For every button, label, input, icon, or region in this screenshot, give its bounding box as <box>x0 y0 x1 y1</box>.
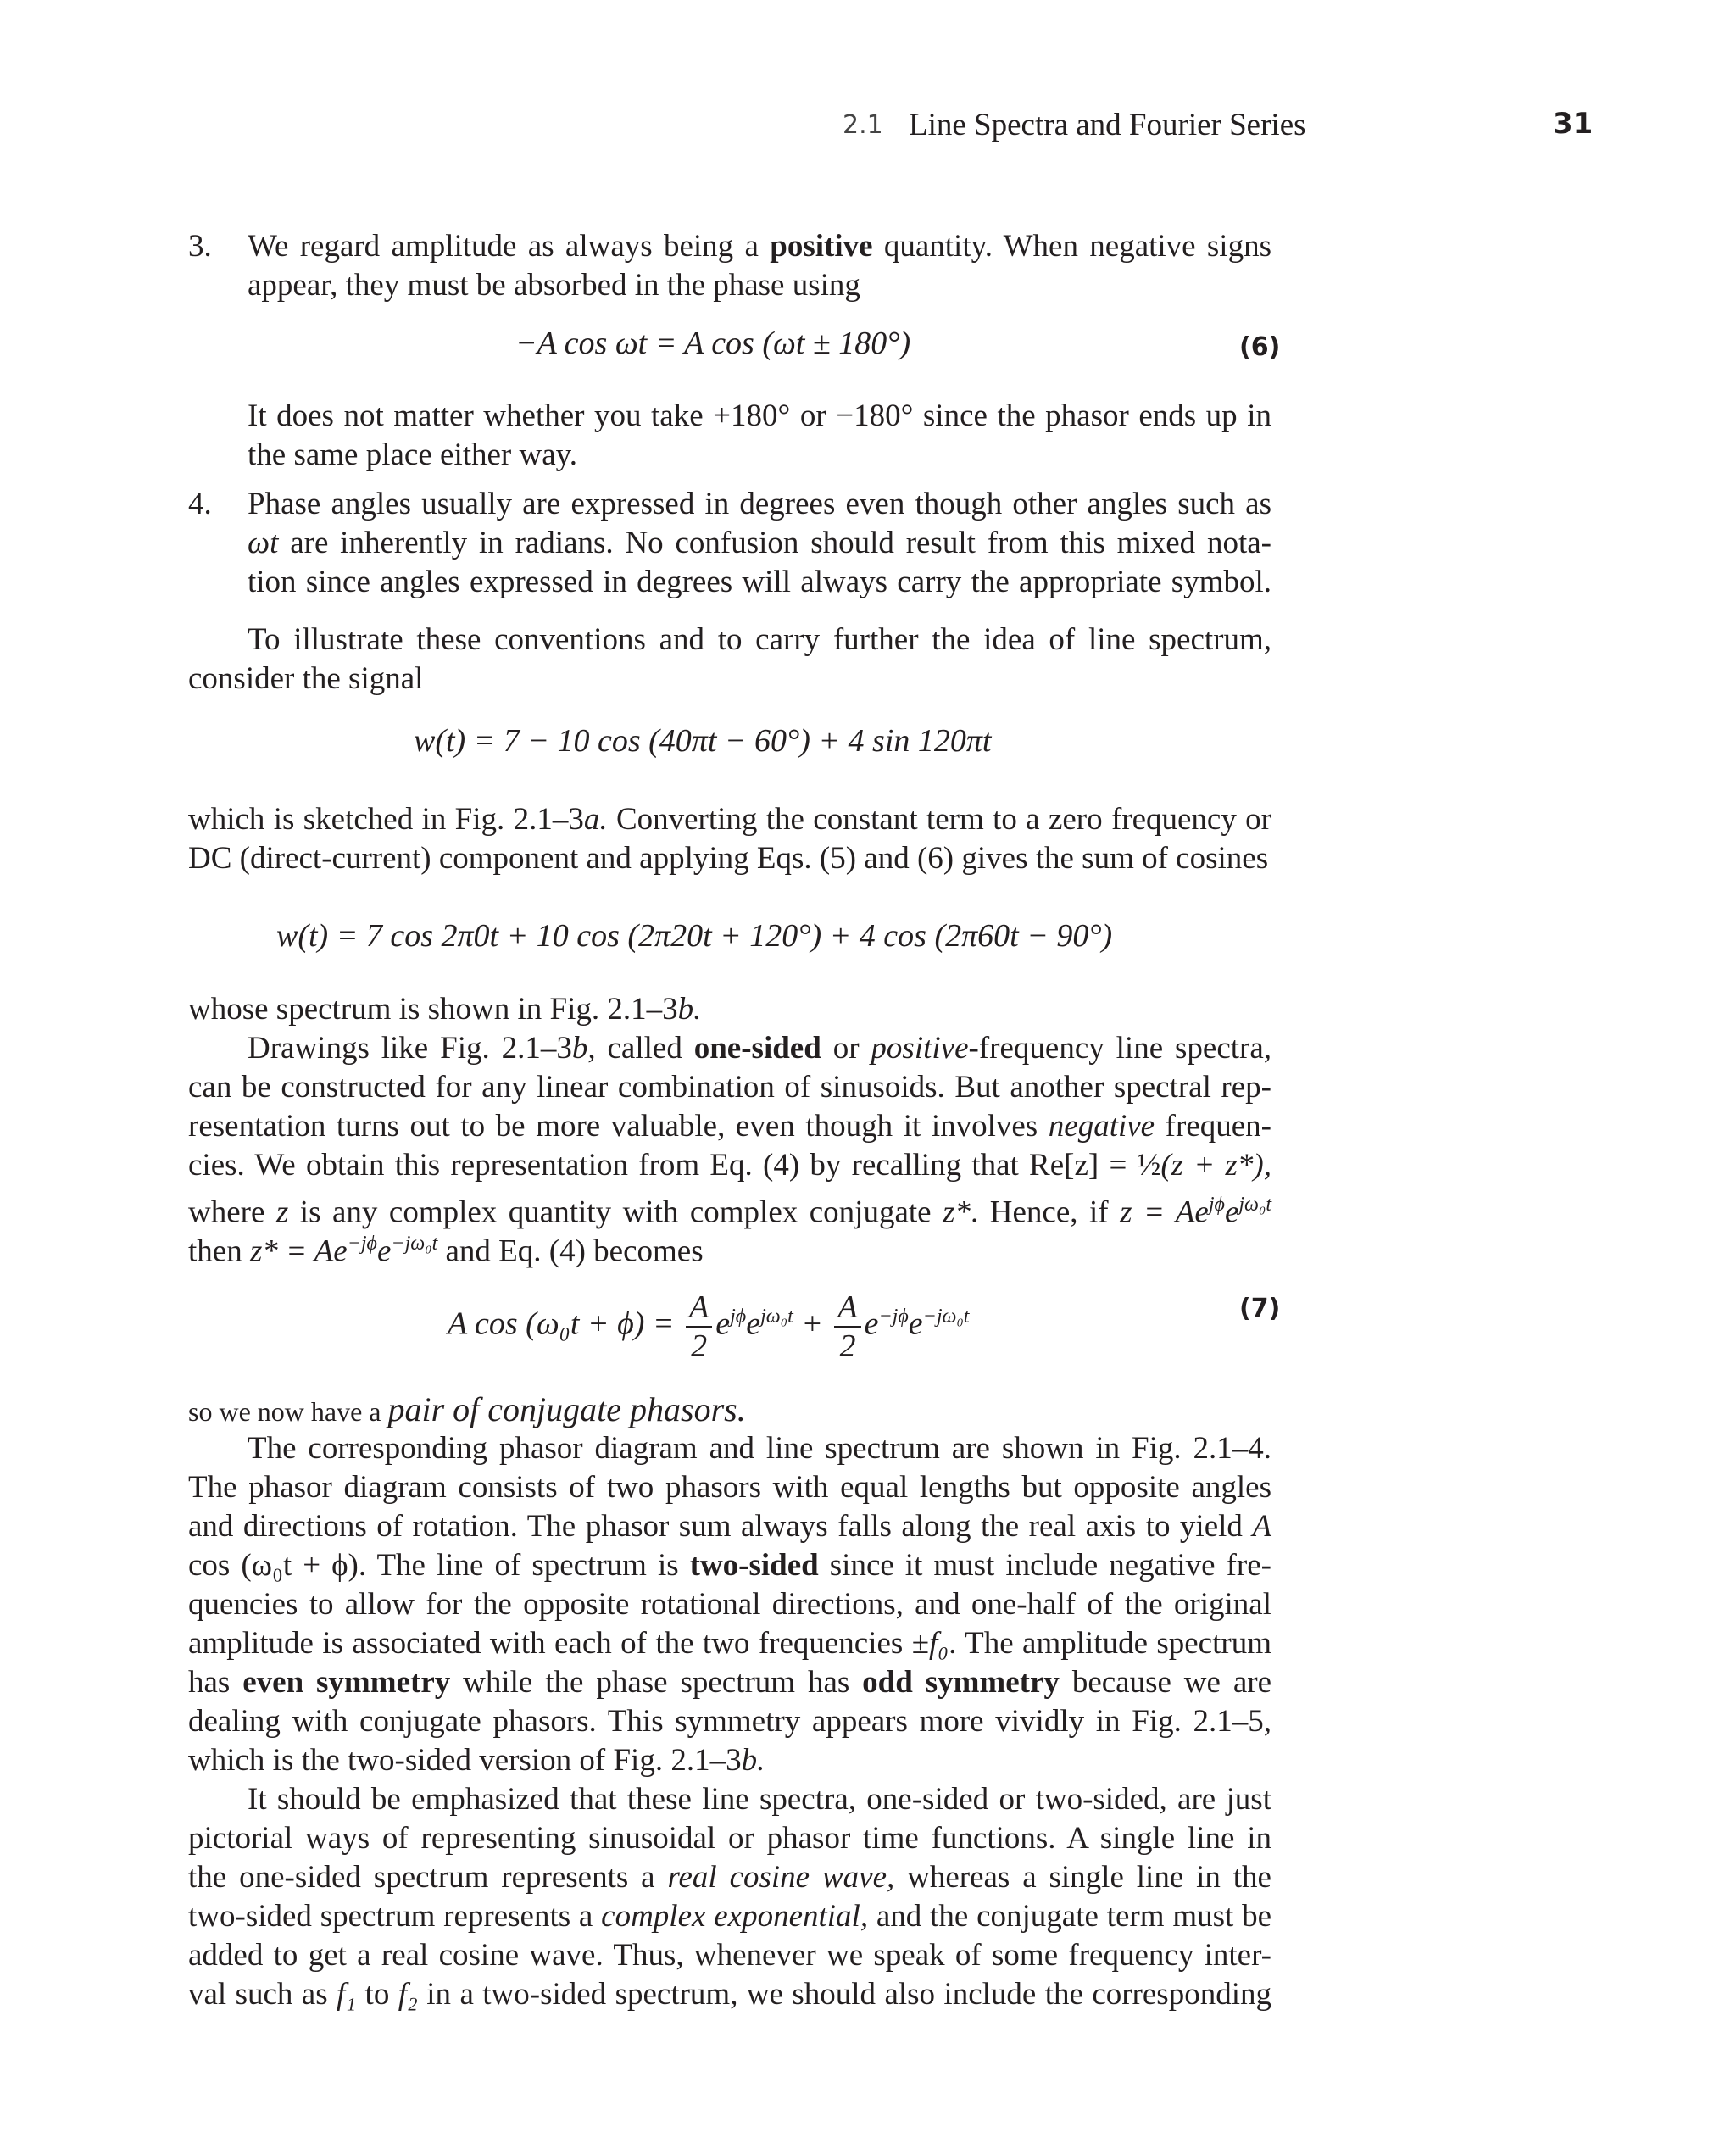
para4-line1: Drawings like Fig. 2.1–3b, called one-sided or positive-frequency line spectra, <box>248 1031 1272 1066</box>
para6-line2: The phasor diagram consists of two phasors with equal lengths but opposite angles <box>188 1470 1271 1505</box>
para5-line1: so we now have a pair of conjugate phasors. <box>188 1390 746 1428</box>
equation-7: A cos (ω₀t + ϕ) = $\frac{A}{2}$ $e^{j\phi}e^{j\omega_0t}$ + $\frac{A}{2}$ $e^{-j\phi}e^{-j\omega_0t}$ <box>448 1289 970 1364</box>
para6-line7: has even symmetry while the phase spectrum has odd symmetry because we are <box>188 1665 1271 1700</box>
item4-line2: ωt are inherently in radians. No confusion should result from this mixed nota- <box>248 526 1271 560</box>
item4-line1: Phase angles usually are expressed in degrees even though other angles such as <box>248 487 1271 521</box>
cosine-sum-equation: w(t) = 7 cos 2π0t + 10 cos (2π20t + 120°) + 4 cos (2π60t − 90°) <box>276 918 1113 954</box>
equation-number: (6) <box>1239 332 1281 362</box>
para6-line1: The corresponding phasor diagram and line spectrum are shown in Fig. 2.1–4. <box>248 1431 1271 1466</box>
equation-6: −A cos ωt = A cos (ωt ± 180°) <box>515 326 911 361</box>
item3-line2: appear, they must be absorbed in the phase using <box>248 268 860 303</box>
para2-line1: which is sketched in Fig. 2.1–3a. Converting the constant term to a zero frequency or <box>188 802 1272 837</box>
para7-line1: It should be emphasized that these line spectra, one-sided or two-sided, are just <box>248 1782 1271 1817</box>
para7-line4: two-sided spectrum represents a complex exponential, and the conjugate term must be <box>188 1899 1271 1934</box>
para7-line3: the one-sided spectrum represents a real cosine wave, whereas a single line in the <box>188 1860 1271 1895</box>
list-number: 4. <box>188 487 212 521</box>
para7-line2: pictorial ways of representing sinusoidal or phasor time functions. A single line in <box>188 1821 1271 1856</box>
item4-line3: tion since angles expressed in degrees will always carry the appropriate symbol. <box>248 565 1271 599</box>
para1-line2: consider the signal <box>188 661 424 696</box>
list-number: 3. <box>188 229 212 264</box>
item3-after1: It does not matter whether you take +180° or −180° since the phasor ends up in <box>248 398 1271 433</box>
para4-line5: where z is any complex quantity with complex conjugate z*. Hence, if $z = Ae^{j\phi}e^{j\omega_0t}$ <box>188 1194 1271 1230</box>
para2-line2: DC (direct-current) component and applying Eqs. (5) and (6) gives the sum of cosines <box>188 841 1269 876</box>
section-number: 2.1 <box>843 110 883 140</box>
para4-line4: cies. We obtain this representation from Eq. (4) by recalling that Re[z] = ½(z + z*), <box>188 1148 1271 1183</box>
para7-line6: val such as f₁ to f₂ in a two-sided spectrum, we should also include the corresponding <box>188 1977 1271 2012</box>
para6-line8: dealing with conjugate phasors. This symmetry appears more vividly in Fig. 2.1–5, <box>188 1704 1271 1739</box>
para6-line5: quencies to allow for the opposite rotational directions, and one-half of the original <box>188 1587 1271 1622</box>
para4-line3: resentation turns out to be more valuable, even though it involves negative frequen- <box>188 1109 1271 1144</box>
item3-line1: We regard amplitude as always being a positive quantity. When negative signs <box>248 229 1271 264</box>
para4-line2: can be constructed for any linear combination of sinusoids. But another spectral rep- <box>188 1070 1271 1105</box>
para3-line1: whose spectrum is shown in Fig. 2.1–3b. <box>188 992 702 1027</box>
signal-equation: w(t) = 7 − 10 cos (40πt − 60°) + 4 sin 120πt <box>414 723 992 759</box>
para4-line6: then $z* = Ae^{-j\phi}e^{-j\omega_0t}$ and Eq. (4) becomes <box>188 1233 704 1269</box>
para6-line9: which is the two-sided version of Fig. 2.1–3b. <box>188 1743 765 1778</box>
running-title: Line Spectra and Fourier Series <box>909 108 1306 142</box>
item3-after2: the same place either way. <box>248 437 577 472</box>
para6-line3: and directions of rotation. The phasor sum always falls along the real axis to yield A <box>188 1509 1271 1544</box>
page-number: 31 <box>1553 107 1594 141</box>
para1-line1: To illustrate these conventions and to carry further the idea of line spectrum, <box>248 622 1271 657</box>
equation-number: (7) <box>1239 1294 1281 1323</box>
para6-line6: amplitude is associated with each of the two frequencies ±f₀. The amplitude spectrum <box>188 1626 1271 1661</box>
para6-line4: cos (ω₀t + ϕ). The line of spectrum is two-sided since it must include negative fre- <box>188 1548 1271 1583</box>
para7-line5: added to get a real cosine wave. Thus, whenever we speak of some frequency inter- <box>188 1938 1271 1973</box>
